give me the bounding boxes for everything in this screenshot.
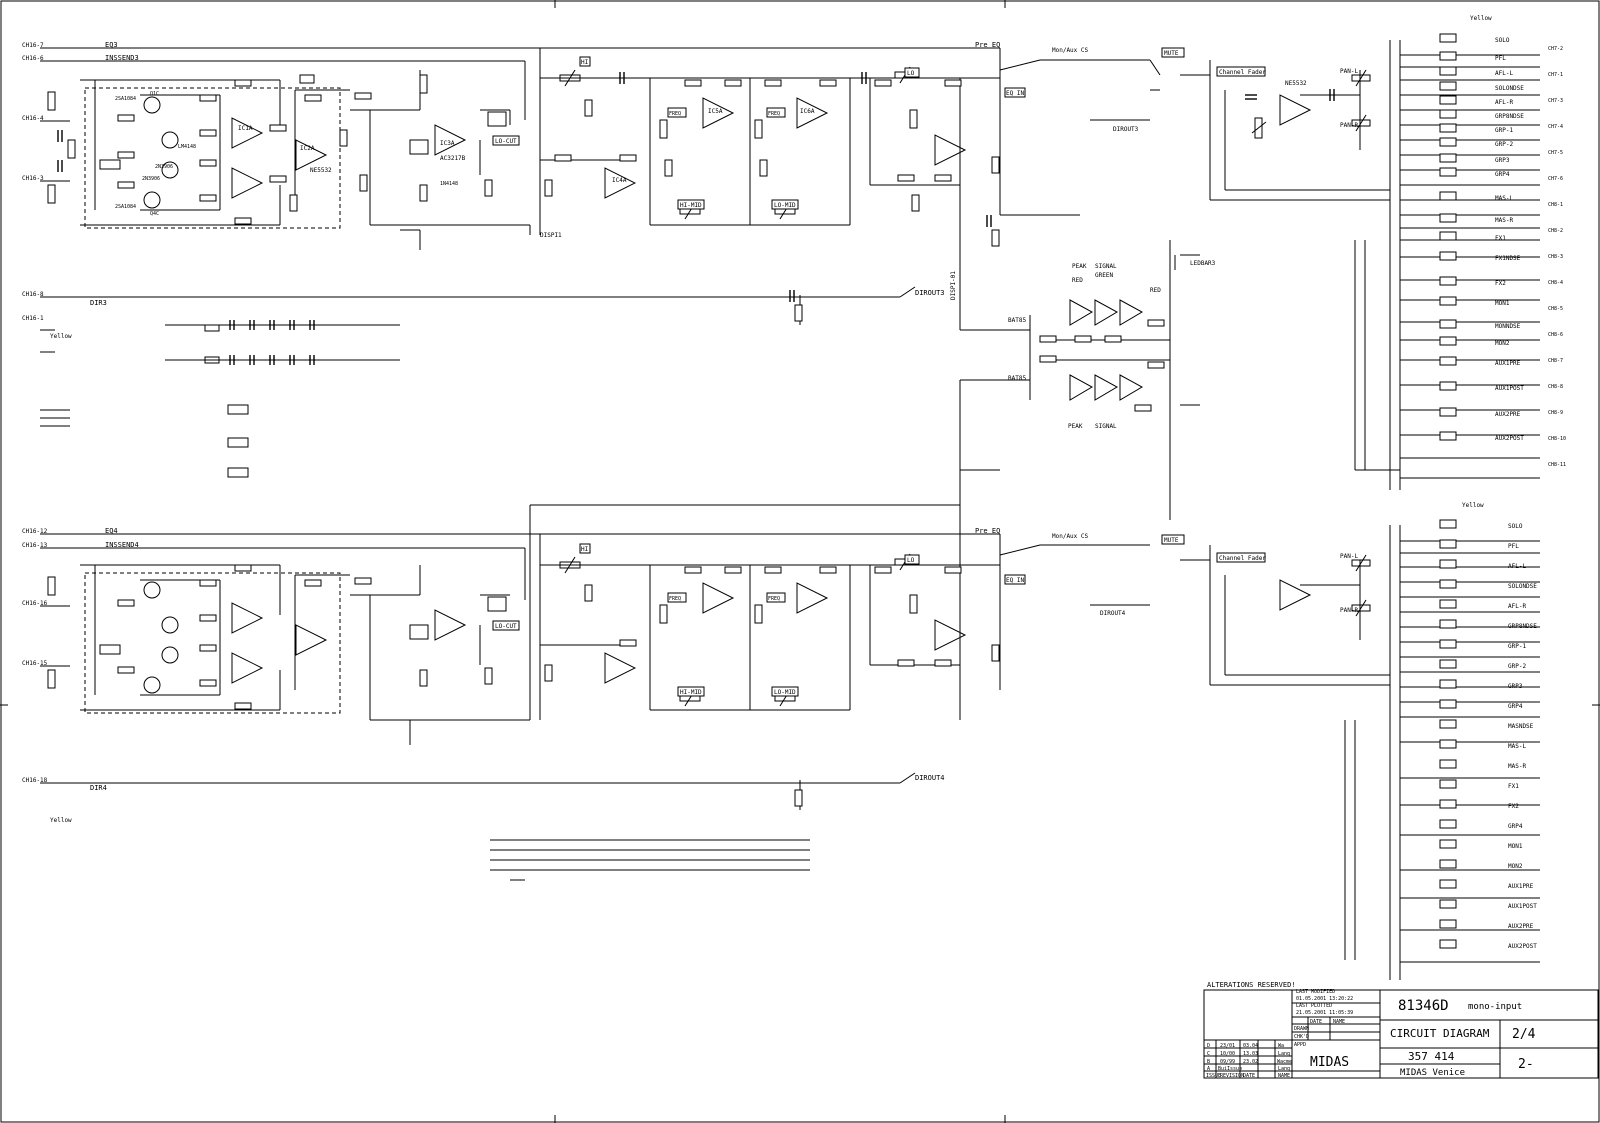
led-yellow-mid-b: Yellow <box>50 817 72 824</box>
inssend3-label: INSSEND3 <box>105 54 139 62</box>
dirout3-label: DIROUT3 <box>915 289 945 297</box>
conn-b-0: CH16-12 <box>22 528 48 535</box>
connector-array <box>490 840 810 880</box>
opamp-a-2: IC3A <box>440 140 455 147</box>
col-issue: ISSUE <box>1206 1073 1222 1079</box>
name-col-header: NAME <box>1333 1019 1346 1025</box>
bus-a-switch-9 <box>1440 168 1456 176</box>
rev-name-3: Lang <box>1278 1066 1291 1072</box>
eq-in-b: EQ IN <box>1006 577 1025 584</box>
rev-name-0: Wa <box>1278 1043 1285 1049</box>
bus-a-label-19: AUX1POST <box>1495 385 1524 392</box>
bus-a-switch-17 <box>1440 337 1456 345</box>
peak-label-a: PEAK <box>1072 263 1087 270</box>
drawing-type: CIRCUIT DIAGRAM <box>1390 1027 1490 1040</box>
monaux-a-label: Mon/Aux CS <box>1052 47 1089 54</box>
bus-b-label-5: GRP8NDSE <box>1508 623 1537 630</box>
bus-a-switch-16 <box>1440 320 1456 328</box>
conn-b-3: CH16-15 <box>22 660 48 667</box>
bus-a-label-0: SOLO <box>1495 37 1510 44</box>
preamp-enclosure-b <box>85 573 340 713</box>
lo-mid-b: LO-MID <box>774 689 796 696</box>
bus-a-label-18: AUX1PRE <box>1495 360 1521 367</box>
freq-b-2: FREQ <box>768 596 781 602</box>
out-a-label-16: CH8-11 <box>1548 462 1567 468</box>
bus-a-switch-8 <box>1440 154 1456 162</box>
conn-b-4: CH16-18 <box>22 777 48 784</box>
bus-b-switch-12 <box>1440 760 1456 768</box>
bus-a-switch-3 <box>1440 82 1456 90</box>
q-a-0: Q1C <box>150 91 160 97</box>
pan-r-b: PAN-R <box>1340 607 1359 614</box>
sheet-border <box>1 1 1599 1122</box>
freq-b-1: FREQ <box>669 596 682 602</box>
last-plotted-label: LAST PLOTTED <box>1296 1003 1333 1009</box>
conn-a-0: CH16-7 <box>22 42 44 49</box>
bus-a-switch-12 <box>1440 232 1456 240</box>
out-a-label-4: CH7-5 <box>1548 150 1564 156</box>
out-a-label-13: CH8-8 <box>1548 384 1564 390</box>
bus-b-switch-2 <box>1440 560 1456 568</box>
eq-in-a: EQ IN <box>1006 90 1025 97</box>
bus-a-switch-14 <box>1440 277 1456 285</box>
bus-a-label-15: MON1 <box>1495 300 1510 307</box>
bus-a-label-7: GRP-2 <box>1495 141 1514 148</box>
bus-b-label-21: AUX2POST <box>1508 943 1537 950</box>
lo-cut-b: LO-CUT <box>495 623 517 630</box>
mute-b: MUTE <box>1164 537 1179 544</box>
bus-b-switch-14 <box>1440 800 1456 808</box>
bus-b-label-4: AFL-R <box>1508 603 1527 610</box>
bus-b-switch-7 <box>1440 660 1456 668</box>
bus-b-switch-9 <box>1440 700 1456 708</box>
outputs-a <box>1355 34 1566 478</box>
opamp-type-a-0: NE5532 <box>310 167 332 174</box>
channel-a-parts <box>48 75 999 363</box>
rev-rev-2: 09/99 <box>1220 1059 1236 1065</box>
q-type-a-3: 2SA1084 <box>115 204 137 210</box>
bus-a-label-5: GRP8NDSE <box>1495 113 1524 120</box>
channel-a-connectors <box>22 42 44 322</box>
last-plotted: 21.05.2001 11:05:39 <box>1296 1010 1354 1016</box>
bus-b-switch-21 <box>1440 940 1456 948</box>
bus-b-label-9: GRP4 <box>1508 703 1523 710</box>
lo-cut-a: LO-CUT <box>495 138 517 145</box>
bus-b-label-2: AFL-L <box>1508 563 1527 570</box>
opamp-type-a-2: NE5532 <box>1285 80 1307 87</box>
pre-eq-b-label: Pre EQ <box>975 527 1001 535</box>
bus-a-label-2: AFL-L <box>1495 70 1514 77</box>
out-a-label-15: CH8-10 <box>1548 436 1567 442</box>
date-col-header: DATE <box>1310 1019 1323 1025</box>
out-a-label-9: CH8-4 <box>1548 280 1564 286</box>
bus-a-label-10: MAS-L <box>1495 195 1514 202</box>
bus-a-label-13: FX1NDSE <box>1495 255 1521 262</box>
decoupling-block <box>40 320 400 477</box>
opamp-a-4: IC5A <box>708 108 723 115</box>
opamp-type-a-1: AC3217B <box>440 155 466 162</box>
fader-a: Channel Fader <box>1219 69 1266 76</box>
bus-a-switch-0 <box>1440 34 1456 42</box>
bus-b-switch-0 <box>1440 520 1456 528</box>
eq4-label: EQ4 <box>105 527 118 535</box>
hi-mid-b: HI-MID <box>680 689 702 696</box>
bus-b-switch-5 <box>1440 620 1456 628</box>
bus-b-label-16: MON1 <box>1508 843 1523 850</box>
bus-b-label-10: MASNDSE <box>1508 723 1534 730</box>
hi-b: HI <box>581 546 589 553</box>
opamp-a-5: IC6A <box>800 108 815 115</box>
bus-b-switch-19 <box>1440 900 1456 908</box>
bus-b-switch-11 <box>1440 740 1456 748</box>
drawn-label: DRAWN <box>1294 1026 1310 1032</box>
rev-date-2: 23.02 <box>1243 1059 1259 1065</box>
inssend4-label: INSSEND4 <box>105 541 139 549</box>
channel-a-transistors <box>144 97 178 208</box>
opamp-a-0: IC1A <box>238 125 253 132</box>
bus-b-switch-10 <box>1440 720 1456 728</box>
bus-a-switch-11 <box>1440 214 1456 222</box>
q-a-3: Q4C <box>150 211 160 217</box>
bus-a-label-20: AUX2PRE <box>1495 411 1521 418</box>
conn-a-4: CH16-8 <box>22 291 44 298</box>
out-a-label-12: CH8-7 <box>1548 358 1564 364</box>
out-a-label-7: CH8-2 <box>1548 228 1564 234</box>
rev-rev-0: 23/01 <box>1220 1043 1236 1049</box>
fader-b: Channel Fader <box>1219 555 1266 562</box>
q-type-a-2: 2N3906 <box>142 176 161 182</box>
hi-a: HI <box>581 59 589 66</box>
eq3-label: EQ3 <box>105 41 118 49</box>
bus-a-switch-20 <box>1440 408 1456 416</box>
ledbar-label: LEDBAR3 <box>1190 260 1216 267</box>
dir4-label: DIR4 <box>90 784 107 792</box>
led-yellow-a: Yellow <box>1470 15 1492 22</box>
bus-a-label-9: GRP4 <box>1495 171 1510 178</box>
bus-a-switch-18 <box>1440 357 1456 365</box>
diode-a-2: 1N4148 <box>440 181 459 187</box>
last-modified: 01.05.2001 13:20:22 <box>1296 996 1354 1002</box>
opamp-a-3: IC4A <box>612 177 627 184</box>
chkd-label: CHK'D <box>1294 1034 1310 1040</box>
rev-rev-3: BuiIssue <box>1218 1066 1243 1072</box>
out-a-label-3: CH7-4 <box>1548 124 1564 130</box>
channel-a-caps <box>58 72 1334 302</box>
bus-b-switch-4 <box>1440 600 1456 608</box>
conn-a-2: CH16-4 <box>22 115 44 122</box>
out-a-label-8: CH8-3 <box>1548 254 1564 260</box>
rev-name-2: Wacme <box>1277 1059 1293 1065</box>
channel-a-pots <box>560 67 1370 219</box>
rev-issue-2: B <box>1207 1059 1211 1065</box>
col-date: DATE <box>1243 1073 1256 1079</box>
bus-a-label-14: FX2 <box>1495 280 1506 287</box>
rev-issue-1: C <box>1207 1051 1211 1057</box>
conn-b-1: CH16-13 <box>22 542 48 549</box>
bus-b-label-1: PFL <box>1508 543 1519 550</box>
opamp-a-1: IC2A <box>300 145 315 152</box>
conn-a-1: CH16-6 <box>22 55 44 62</box>
part-number: 357 414 <box>1408 1050 1455 1063</box>
bus-a-switch-1 <box>1440 52 1456 60</box>
dirout3-label-2: DIROUT3 <box>1113 126 1139 133</box>
q-type-a-0: 2SA1084 <box>115 96 137 102</box>
bus-b-switch-13 <box>1440 780 1456 788</box>
bus-b-switch-8 <box>1440 680 1456 688</box>
green-label-a: GREEN <box>1095 272 1114 279</box>
bus-a-switch-19 <box>1440 382 1456 390</box>
channel-b <box>22 470 1540 980</box>
col-revision: REVISION <box>1220 1073 1245 1079</box>
sheet-number: 2/4 <box>1512 1027 1536 1042</box>
drawing-number: 81346D <box>1398 998 1449 1014</box>
bus-a-label-17: MON2 <box>1495 340 1510 347</box>
channel-b-tags <box>493 535 1266 696</box>
conn-b-2: CH16-16 <box>22 600 48 607</box>
freq-a-2: FREQ <box>768 111 781 117</box>
bus-a-switch-5 <box>1440 110 1456 118</box>
signal-label-b: SIGNAL <box>1095 423 1117 430</box>
out-a-label-5: CH7-6 <box>1548 176 1564 182</box>
conn-a-3: CH16-3 <box>22 175 44 182</box>
bus-b-label-13: FX1 <box>1508 783 1519 790</box>
last-modified-label: LAST MODIFIED <box>1296 989 1336 995</box>
bus-b-label-14: FX2 <box>1508 803 1519 810</box>
bus-b-label-11: MAS-L <box>1508 743 1527 750</box>
bus-b-label-7: GRP-2 <box>1508 663 1527 670</box>
dspi-label: DISPI-01 <box>950 271 957 300</box>
bus-a-switch-7 <box>1440 138 1456 146</box>
drawing-name: mono-input <box>1468 1002 1523 1012</box>
pan-r-a: PAN-R <box>1340 122 1359 129</box>
rev-issue-0: D <box>1207 1043 1211 1049</box>
bus-a-switch-4 <box>1440 96 1456 104</box>
bus-b-label-0: SOLO <box>1508 523 1523 530</box>
out-a-label-6: CH8-1 <box>1548 202 1564 208</box>
bus-a-label-3: SOLONDSE <box>1495 85 1524 92</box>
led-yellow-mid-a: Yellow <box>50 333 72 340</box>
rev-name-1: Lang <box>1278 1051 1291 1057</box>
bus-b-label-19: AUX1POST <box>1508 903 1537 910</box>
monaux-b-label: Mon/Aux CS <box>1052 533 1089 540</box>
bus-b-label-20: AUX2PRE <box>1508 923 1534 930</box>
bus-a-switch-15 <box>1440 297 1456 305</box>
conn-a-5: CH16-1 <box>22 315 44 322</box>
issue-number: 2- <box>1518 1057 1534 1072</box>
bus-a-label-1: PFL <box>1495 55 1506 62</box>
led-yellow-b: Yellow <box>1462 502 1484 509</box>
appd-label: APPD <box>1294 1042 1307 1048</box>
bus-b-switch-20 <box>1440 920 1456 928</box>
channel-a <box>22 15 1492 490</box>
q-type-a-1: 2N3906 <box>155 164 174 170</box>
bus-b-label-6: GRP-1 <box>1508 643 1527 650</box>
bus-b-label-12: MAS-R <box>1508 763 1527 770</box>
bus-b-switch-15 <box>1440 820 1456 828</box>
out-a-label-11: CH8-6 <box>1548 332 1564 338</box>
bus-a-label-4: AFL-R <box>1495 99 1514 106</box>
bat-label-a: BAT85 <box>1008 317 1027 324</box>
out-a-label-2: CH7-3 <box>1548 98 1564 104</box>
bus-a-switch-10 <box>1440 192 1456 200</box>
center-metering <box>950 240 1216 720</box>
out-a-label-10: CH8-5 <box>1548 306 1564 312</box>
dirout4-label-2: DIROUT4 <box>1100 610 1126 617</box>
bus-a-switch-21 <box>1440 432 1456 440</box>
out-a-label-14: CH8-9 <box>1548 410 1564 416</box>
out-a-label-1: CH7-1 <box>1548 72 1564 78</box>
dirout4-label: DIROUT4 <box>915 774 945 782</box>
bus-a-switch-2 <box>1440 67 1456 75</box>
alterations-reserved: ALTERATIONS RESERVED! <box>1207 981 1296 989</box>
rev-date-0: 03.04 <box>1243 1043 1259 1049</box>
lo-b: LO <box>907 557 915 564</box>
bus-b-switch-6 <box>1440 640 1456 648</box>
freq-a-1: FREQ <box>669 111 682 117</box>
bus-a-label-12: FX1 <box>1495 235 1506 242</box>
product-name: MIDAS Venice <box>1400 1068 1466 1078</box>
bus-b-switch-1 <box>1440 540 1456 548</box>
pre-eq-a-label: Pre EQ <box>975 41 1001 49</box>
bus-b-switch-3 <box>1440 580 1456 588</box>
bus-b-label-8: GRP3 <box>1508 683 1523 690</box>
lo-a: LO <box>907 70 915 77</box>
diode-a-3: LM4148 <box>178 144 197 150</box>
bus-b-switch-17 <box>1440 860 1456 868</box>
bus-a-switch-6 <box>1440 124 1456 132</box>
bat-label-b: BAT85 <box>1008 375 1027 382</box>
rev-issue-3: A <box>1207 1066 1211 1072</box>
pan-l-a: PAN-L <box>1340 68 1359 75</box>
red-label-b: RED <box>1150 287 1161 294</box>
col-name: NAME <box>1278 1073 1291 1079</box>
red-label-a: RED <box>1072 277 1083 284</box>
signal-label-a: SIGNAL <box>1095 263 1117 270</box>
bus-a-label-8: GRP3 <box>1495 157 1510 164</box>
bus-b-label-15: GRP4 <box>1508 823 1523 830</box>
bus-b-label-18: AUX1PRE <box>1508 883 1534 890</box>
hi-mid-a: HI-MID <box>680 202 702 209</box>
dir3-label: DIR3 <box>90 299 107 307</box>
pan-l-b: PAN-L <box>1340 553 1359 560</box>
rev-date-1: 13.03 <box>1243 1051 1259 1057</box>
bus-b-switch-16 <box>1440 840 1456 848</box>
channel-a-opamp-labels <box>238 80 1307 184</box>
peak-label-b: PEAK <box>1068 423 1083 430</box>
mute-a: MUTE <box>1164 50 1179 57</box>
title-block <box>1204 981 1598 1079</box>
center-parts <box>1040 320 1164 411</box>
bus-b-switch-18 <box>1440 880 1456 888</box>
bus-b-label-17: MON2 <box>1508 863 1523 870</box>
rev-rev-1: 10/00 <box>1220 1051 1236 1057</box>
bus-b-label-3: SOLONDSE <box>1508 583 1537 590</box>
lo-mid-a: LO-MID <box>774 202 796 209</box>
dispi1-label: DISPI1 <box>540 232 562 239</box>
bus-a-label-6: GRP-1 <box>1495 127 1514 134</box>
bus-a-label-21: AUX2POST <box>1495 435 1524 442</box>
company-name: MIDAS <box>1310 1055 1350 1070</box>
bus-a-switch-13 <box>1440 252 1456 260</box>
bus-a-label-11: MAS-R <box>1495 217 1514 224</box>
out-a-label-0: CH7-2 <box>1548 46 1564 52</box>
bus-a-label-16: MONNDSE <box>1495 323 1521 330</box>
